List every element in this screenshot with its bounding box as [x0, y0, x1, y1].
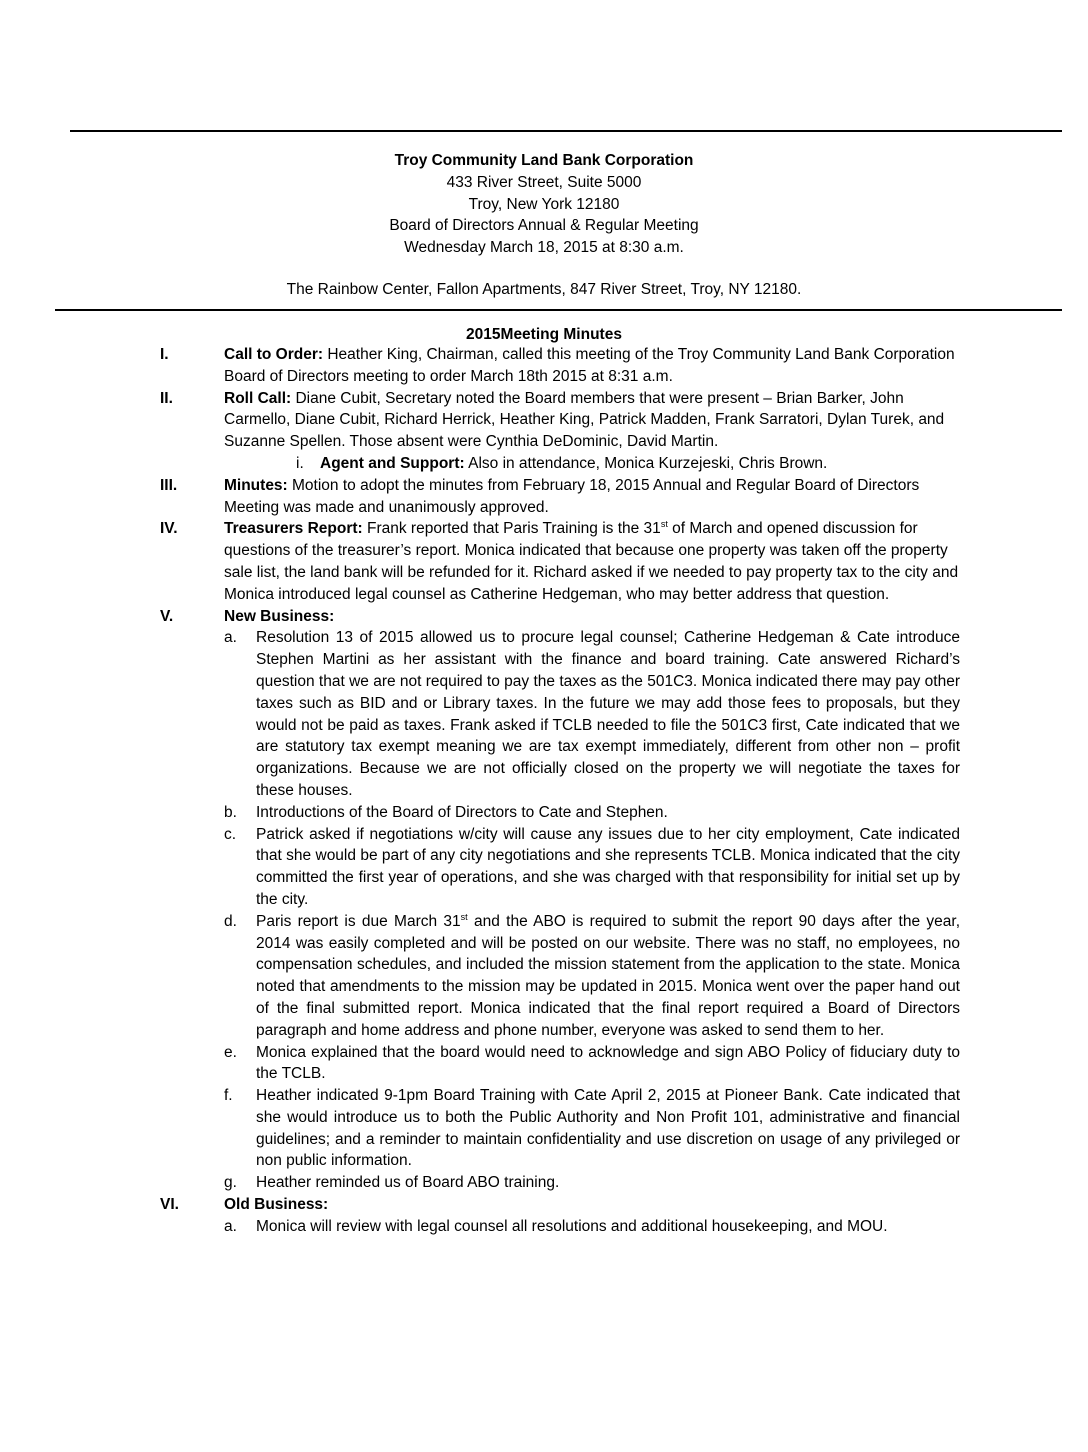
subsection-agent-support	[296, 453, 1088, 475]
item-text: Introductions of the Board of Directors to Cate and Stephen.	[256, 803, 668, 821]
item-letter: d.	[224, 912, 237, 930]
list-item	[0, 824, 1088, 911]
document-header	[0, 150, 1088, 259]
section-text	[224, 475, 960, 519]
item-letter: f.	[224, 1087, 233, 1105]
address-line-1: 433 River Street, Suite 5000	[446, 173, 642, 191]
organization-name: Troy Community Land Bank Corporation	[394, 152, 694, 169]
list-item	[0, 802, 1088, 824]
minutes-body	[0, 344, 1088, 1238]
section-heading: Treasurers Report:	[224, 520, 363, 538]
item-text: Resolution 13 of 2015 allowed us to procure legal counsel; Catherine Hedgeman & Cate introduce Stephen Martini as her assistant with the finance and board training. Cate answered Richard’s question that we are not required to pay the taxes as the 501C3. Monica indicated there may pay other taxes such as BID and or Library taxes. In the future we may add those fees to proposals, but they would not be paid as taxes. Frank asked if TCLB needed to file the 501C3 first, Cate indicated that we are statutory tax exempt meaning we are tax exempt immediately, different from other non – profit organizations. Because we are not officially closed on the property we will negotiate the taxes for these houses.	[256, 629, 960, 799]
subsection-heading: Agent and Support:	[320, 454, 465, 472]
item-letter: g.	[224, 1174, 237, 1192]
section-treasurers-report	[0, 518, 1088, 605]
section-old-business	[0, 1194, 1088, 1216]
item-text: Monica will review with legal counsel all resolutions and additional housekeeping, and MOU.	[256, 1217, 888, 1235]
address-line-2: Troy, New York 12180	[468, 195, 620, 213]
item-letter: a.	[224, 629, 237, 647]
list-item	[0, 1172, 1088, 1194]
item-letter: c.	[224, 825, 237, 843]
list-item	[0, 1216, 1088, 1238]
item-text	[256, 911, 960, 1042]
item-text: Heather reminded us of Board ABO training.	[256, 1174, 560, 1192]
meeting-location: The Rainbow Center, Fallon Apartments, 847 River Street, Troy, NY 12180.	[286, 281, 802, 298]
section-number: VI.	[160, 1196, 179, 1214]
section-text	[224, 1194, 960, 1216]
item-letter: e.	[224, 1043, 237, 1061]
section-call-to-order	[0, 344, 1088, 388]
list-item	[0, 1085, 1088, 1172]
section-number: V.	[160, 607, 174, 625]
section-heading: Call to Order:	[224, 346, 324, 363]
subsection-body: Also in attendance, Monica Kurzejeski, Chris Brown.	[464, 454, 828, 472]
item-letter: a.	[224, 1217, 237, 1235]
section-number: III.	[160, 476, 178, 494]
section-number: II.	[160, 389, 173, 407]
section-heading: New Business:	[224, 607, 335, 625]
section-text	[224, 606, 960, 628]
list-item	[0, 627, 1088, 801]
section-minutes	[0, 475, 1088, 519]
minutes-title: 2015Meeting Minutes	[466, 326, 622, 343]
section-text	[224, 344, 960, 388]
section-number: IV.	[160, 520, 178, 538]
section-new-business	[0, 606, 1088, 628]
item-text-part-2: and the ABO is required to submit the report 90 days after the year, 2014 was easily completed and will be posted on our website. There was no staff, no employees, no compensation schedules, and included the mission statement from the application to the state. Monica noted that amendments to the mission may be updated in 2015. Monica went over the paper hand out of the final submitted report. Monica indicated that the final report required a Board of Directors paragraph and home address and phone number, everyone was asked to send them to her.	[256, 912, 960, 1039]
item-text: Monica explained that the board would need to acknowledge and sign ABO Policy of fiduciary duty to the TCLB.	[256, 1043, 960, 1083]
section-heading: Old Business:	[224, 1196, 329, 1214]
section-number: I.	[160, 346, 169, 363]
meeting-type: Board of Directors Annual & Regular Meeting	[389, 217, 699, 235]
section-body: Diane Cubit, Secretary noted the Board members that were present – Brian Barker, John Carmello, Diane Cubit, Richard Herrick, Heather King, Patrick Madden, Frank Sarratori, Dylan Turek, and Suzanne Spellen. Those absent were Cynthia DeDominic, David Martin.	[224, 389, 945, 451]
header-divider	[55, 309, 1062, 311]
list-item	[0, 1042, 1088, 1086]
section-text	[224, 518, 960, 605]
subsection-number: i.	[296, 454, 304, 472]
section-roll-call	[0, 388, 1088, 453]
item-text-part-1: Paris report is due March 31	[256, 912, 461, 930]
section-heading: Roll Call:	[224, 389, 292, 407]
meeting-date: Wednesday March 18, 2015 at 8:30 a.m.	[404, 239, 684, 257]
section-heading: Minutes:	[224, 476, 288, 494]
item-text: Heather indicated 9-1pm Board Training with Cate April 2, 2015 at Pioneer Bank. Cate indicated that she would introduce us to both the Public Authority and Non Profit 101, administrative and financial guidelines; and a reminder to maintain confidentiality and use discretion on usage of any privileged or non public information.	[256, 1087, 960, 1170]
item-text: Patrick asked if negotiations w/city will cause any issues due to her city employment, Cate indicated that she would be part of any city negotiations and she represents TCLB. Monica indicated that the city committed the first year of operations, and she was charged with that responsibility for initial set up by the city.	[256, 825, 960, 908]
section-body: Heather King, Chairman, called this meeting of the Troy Community Land Bank Corporation Board of Directors meeting to order March 18th 2015 at 8:31 a.m.	[224, 346, 955, 385]
ordinal-suffix: st	[460, 911, 468, 922]
section-text	[224, 388, 960, 453]
list-item	[0, 911, 1088, 1042]
ordinal-suffix: st	[660, 519, 668, 530]
item-letter: b.	[224, 803, 237, 821]
top-divider	[70, 130, 1062, 132]
section-body-part-1: Frank reported that Paris Training is the 31	[362, 520, 661, 538]
section-body: Motion to adopt the minutes from February 18, 2015 Annual and Regular Board of Directors Meeting was made and unanimously approved.	[224, 476, 920, 516]
section-body-part-2: of March and opened discussion for questions of the treasurer’s report. Monica indicated that because one property was taken off the property sale list, the land bank will be refunded for it. Richard asked if we needed to pay property tax to the city and Monica introduced legal counsel as Catherine Hedgeman, who may better address that question.	[224, 520, 959, 603]
